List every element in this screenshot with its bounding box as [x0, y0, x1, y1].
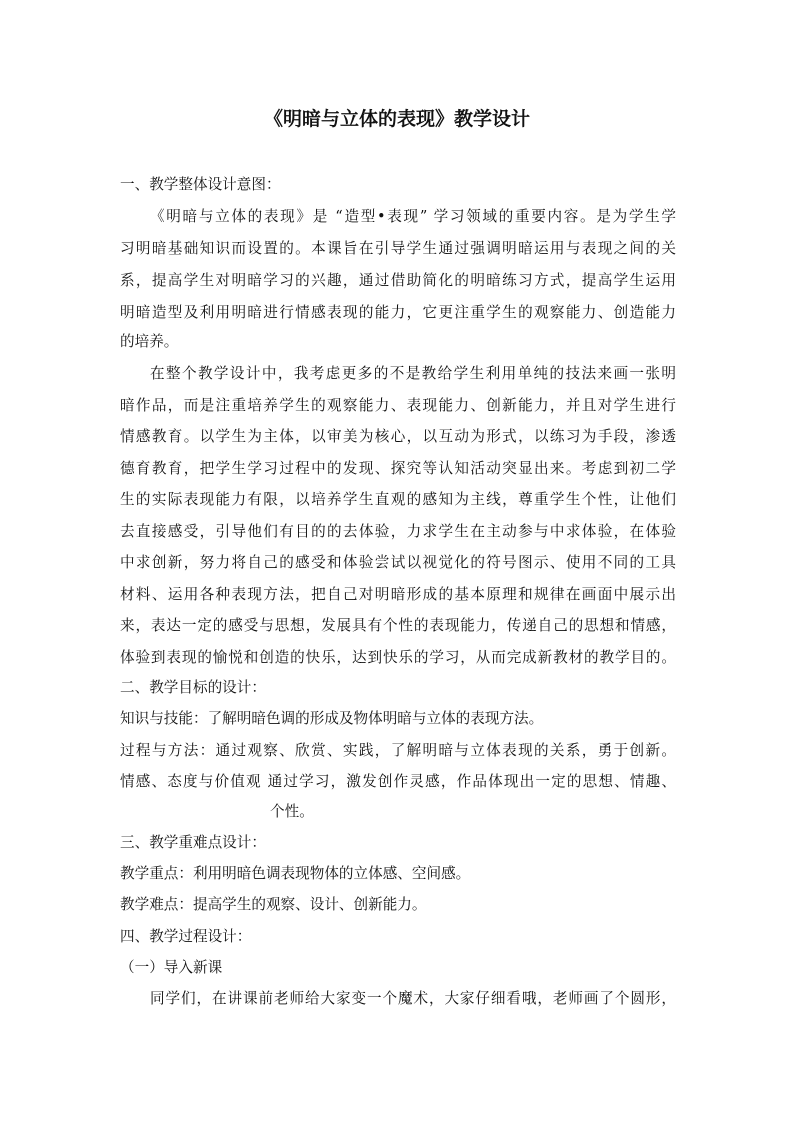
- paragraph-line: 同学们，在讲课前老师给大家变一个魔术，大家仔细看哦，老师画了个圆形，: [150, 990, 676, 1007]
- paragraph-line: 来，表达一定的感受与思想，发展具有个性的表现能力，传递自己的思想和情感，: [120, 617, 676, 634]
- paragraph-line: 明暗造型及利用明暗进行情感表现的能力，它更注重学生的观察能力、创造能力: [120, 304, 676, 321]
- paragraph-line: 德育教育，把学生学习过程中的发现、探究等认知活动突显出来。考虑到初二学: [120, 460, 676, 477]
- paragraph-line: 生的实际表现能力有限，以培养学生直观的感知为主线，尊重学生个性，让他们: [120, 491, 676, 508]
- paragraph-line: 去直接感受，引导他们有目的的去体验，力求学生在主动参与中求体验，在体验: [120, 523, 676, 540]
- objective-emotion-continued: 个性。: [270, 803, 314, 820]
- objective-process: 过程与方法：通过观察、欣赏、实践，了解明暗与立体表现的关系，勇于创新。: [120, 742, 676, 759]
- paragraph-line: 中求创新，努力将自己的感受和体验尝试以视觉化的符号图示、使用不同的工具: [120, 554, 676, 571]
- difficult-point: 教学难点：提高学生的观察、设计、创新能力。: [120, 896, 427, 913]
- paragraph-line: 材料、运用各种表现方法，把自己对明暗形成的基本原理和规律在画面中展示出: [120, 586, 676, 603]
- section-heading-2: 二、教学目标的设计：: [120, 679, 266, 696]
- document-title: 《明暗与立体的表现》教学设计: [263, 108, 530, 130]
- paragraph-line: 在整个教学设计中，我考虑更多的不是教给学生利用单纯的技法来画一张明: [150, 365, 676, 382]
- objective-knowledge: 知识与技能：了解明暗色调的形成及物体明暗与立体的表现方法。: [120, 710, 544, 727]
- section-heading-3: 三、教学重难点设计：: [120, 834, 266, 851]
- paragraph-line: 的培养。: [120, 333, 179, 350]
- section-heading-4: 四、教学过程设计：: [120, 928, 252, 945]
- paragraph-line: 系，提高学生对明暗学习的兴趣，通过借助简化的明暗练习方式，提高学生运用: [120, 272, 676, 289]
- section-heading-1: 一、教学整体设计意图：: [120, 176, 281, 193]
- subsection-heading-1: （一）导入新课: [120, 959, 223, 976]
- objective-emotion: 情感、态度与价值观 通过学习，激发创作灵感，作品体现出一定的思想、情趣、: [120, 773, 676, 790]
- paragraph-line: 暗作品，而是注重培养学生的观察能力、表现能力、创新能力，并且对学生进行: [120, 397, 676, 414]
- paragraph-line: 《明暗与立体的表现》是 “造型•表现” 学习领域的重要内容。是为学生学: [150, 208, 676, 225]
- key-point: 教学重点：利用明暗色调表现物体的立体感、空间感。: [120, 865, 471, 882]
- paragraph-line: 习明暗基础知识而设置的。本课旨在引导学生通过强调明暗运用与表现之间的关: [120, 240, 676, 257]
- paragraph-line: 体验到表现的愉悦和创造的快乐，达到快乐的学习，从而完成新教材的教学目的。: [120, 649, 676, 666]
- paragraph-line: 情感教育。以学生为主体，以审美为核心，以互动为形式，以练习为手段，渗透: [120, 428, 676, 445]
